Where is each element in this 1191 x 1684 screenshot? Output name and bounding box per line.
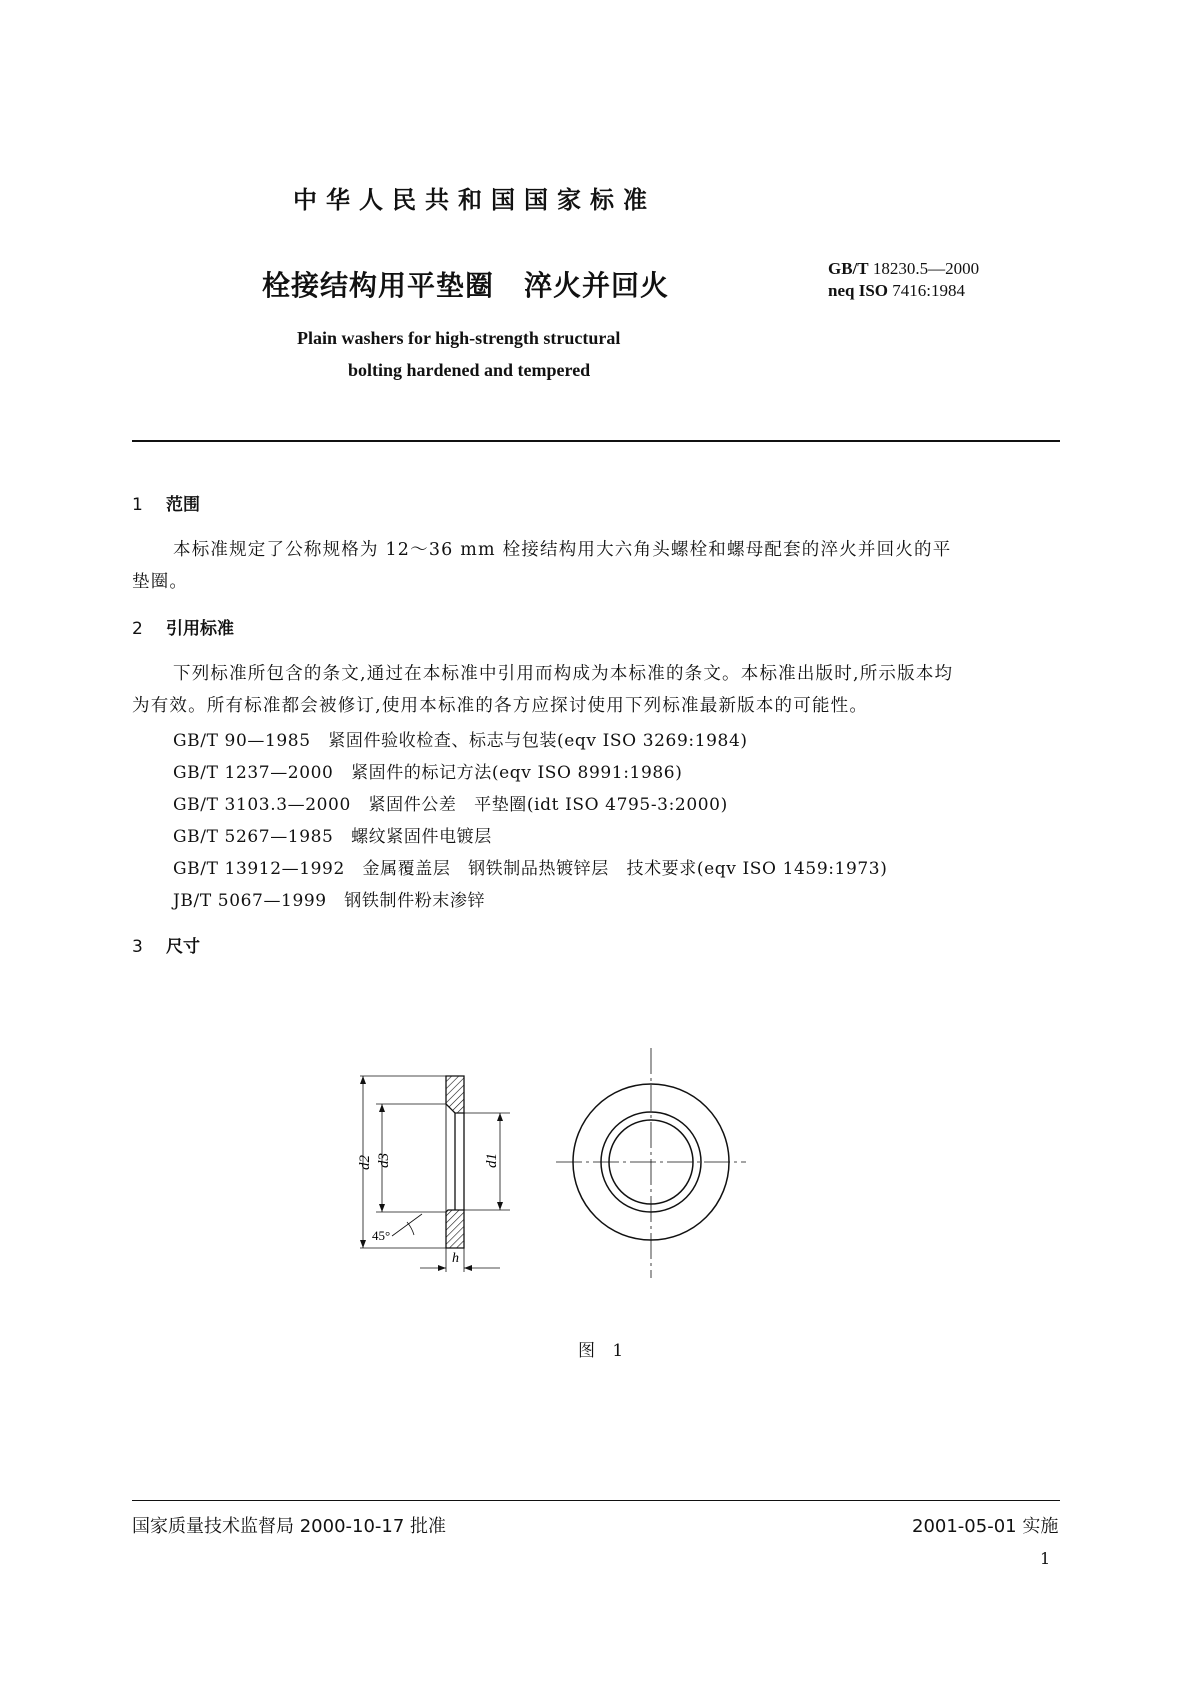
reference-item: GB/T 3103.3—2000 紧固件公差 平垫圈(idt ISO 4795-3:2000) xyxy=(173,795,728,815)
standard-title-en-line1: Plain washers for high-strength structural xyxy=(297,328,621,348)
section-2-heading xyxy=(132,614,234,639)
section-bottom-hatch xyxy=(446,1210,464,1248)
section-1-heading xyxy=(132,490,200,515)
section-2-text-line2: 为有效。所有标准都会被修订,使用本标准的各方应探讨使用下列标准最新版本的可能性。 xyxy=(132,696,869,716)
standard-title-cn xyxy=(262,264,669,304)
section-1-text-line2: 垫圈。 xyxy=(132,572,189,592)
iso-label: ISO xyxy=(858,281,889,300)
section-3-number: 3 xyxy=(132,937,143,957)
standard-title-en-line2: bolting hardened and tempered xyxy=(348,360,591,380)
h-label: h xyxy=(452,1251,459,1266)
section-1-text-line1: 本标准规定了公称规格为 12～36 mm 栓接结构用大六角头螺栓和螺母配套的淬火并回火的平 xyxy=(173,540,952,560)
footer-divider xyxy=(132,1500,1060,1501)
reference-item: GB/T 90—1985 紧固件验收检查、标志与包装(eqv ISO 3269:1984) xyxy=(173,731,748,751)
title-cn-part2: 淬火并回火 xyxy=(524,269,670,302)
code-prefix: GB/T xyxy=(828,259,869,278)
section-2-text-line1: 下列标准所包含的条文,通过在本标准中引用而构成为本标准的条文。本标准出版时,所示版本均 xyxy=(173,664,954,684)
code-number: 18230.5—2000 xyxy=(872,259,980,278)
reference-item: GB/T 5267—1985 螺纹紧固件电镀层 xyxy=(173,827,492,847)
section-2-title: 引用标准 xyxy=(166,619,234,639)
iso-number: 7416:1984 xyxy=(892,281,965,300)
page-number: 1 xyxy=(1040,1549,1051,1568)
section-1-title: 范围 xyxy=(166,495,200,515)
approval-text: 国家质量技术监督局 2000-10-17 批准 xyxy=(132,1516,447,1537)
section-1-number: 1 xyxy=(132,495,143,515)
washer-drawing xyxy=(357,1040,820,1300)
issuer-title: 中华人民共和国国家标准 xyxy=(293,186,656,214)
header-divider xyxy=(132,440,1060,442)
d2-label: d2 xyxy=(357,1155,373,1170)
effective-date: 2001-05-01 实施 xyxy=(912,1516,1059,1537)
d3-label: d3 xyxy=(376,1153,392,1168)
standard-code xyxy=(828,258,979,302)
neq-label: neq xyxy=(828,281,855,300)
section-3-heading xyxy=(132,932,200,957)
d1-label: d1 xyxy=(484,1153,500,1168)
section-3-title: 尺寸 xyxy=(166,937,200,957)
section-2-number: 2 xyxy=(132,619,143,639)
title-cn-part1: 栓接结构用平垫圈 xyxy=(262,269,495,302)
angle-label: 45° xyxy=(372,1228,391,1243)
reference-item: GB/T 13912—1992 金属覆盖层 钢铁制品热镀锌层 技术要求(eqv ISO 1459:1973) xyxy=(173,859,888,879)
washer-plan-view xyxy=(556,1048,746,1278)
figure-caption: 图 1 xyxy=(578,1341,630,1361)
reference-item: JB/T 5067—1999 钢铁制件粉末渗锌 xyxy=(173,891,486,911)
reference-item: GB/T 1237—2000 紧固件的标记方法(eqv ISO 8991:1986) xyxy=(173,763,683,783)
section-top-hatch xyxy=(446,1076,464,1113)
